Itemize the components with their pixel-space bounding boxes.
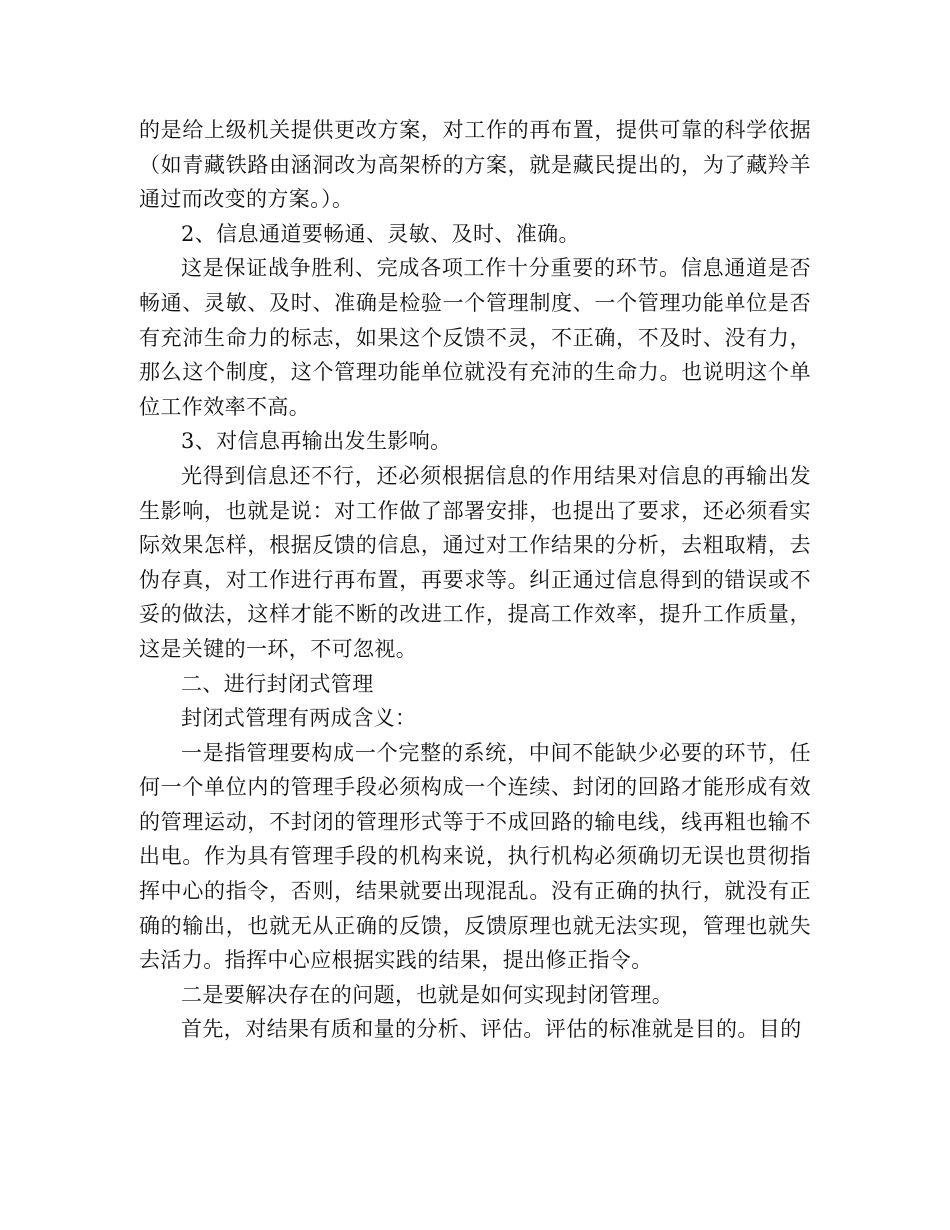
paragraph-info-channel: 这是保证战争胜利、完成各项工作十分重要的环节。信息通道是否畅通、灵敏、及时、准确是检验一个管理制度、一个管理功能单位是否有充沛生命力的标志，如果这个反馈不灵，不正确，不及时、没有力，那么这个制度，这个管理功能单位就没有充沛的生命力。也说明这个单位工作效率不高。 [139, 256, 811, 419]
paragraph-first-meaning: 一是指管理要构成一个完整的系统，中间不能缺少必要的环节，任何一个单位内的管理手段必须构成一个连续、封闭的回路才能形成有效的管理运动，不封闭的管理形式等于不成回路的输电线，线再粗也输不出电。作为具有管理手段的机构来说，执行机构必须确切无误也贯彻指挥中心的指令，否则，结果就要出现混乱。没有正确的执行，就没有正确的输出，也就无从正确的反馈，反馈原理也就无法实现，管理也就失去活力。指挥中心应根据实践的结果，提出修正指令。 [139, 740, 811, 973]
paragraph-continuation: 的是给上级机关提供更改方案，对工作的再布置，提供可靠的科学依据（如青藏铁路由涵洞改为高架桥的方案，就是藏民提出的，为了藏羚羊通过而改变的方案。）。 [139, 118, 811, 212]
paragraph-evaluation: 首先，对结果有质和量的分析、评估。评估的标准就是目的。目的 [181, 1017, 802, 1042]
paragraph-two-meanings: 封闭式管理有两成含义： [181, 706, 417, 731]
paragraph-info-output: 光得到信息还不行，还必须根据信息的作用结果对信息的再输出发生影响，也就是说：对工作做了部署安排，也提出了要求，还必须看实际效果怎样，根据反馈的信息，通过对工作结果的分析，去粗取精，去伪存真，对工作进行再布置，再要求等。纠正通过信息得到的错误或不妥的做法，这样才能不断的改进工作，提高工作效率，提升工作质量，这是关键的一环，不可忽视。 [139, 463, 811, 661]
paragraph-second-meaning: 二是要解决存在的问题，也就是如何实现封闭管理。 [181, 982, 674, 1007]
document-body [139, 113, 811, 1047]
paragraph-heading-3: 3、对信息再输出发生影响。 [181, 429, 452, 454]
section-heading-closed-management: 二、进行封闭式管理 [181, 671, 374, 696]
paragraph-heading-2: 2、信息通道要畅通、灵敏、及时、准确。 [181, 221, 580, 246]
